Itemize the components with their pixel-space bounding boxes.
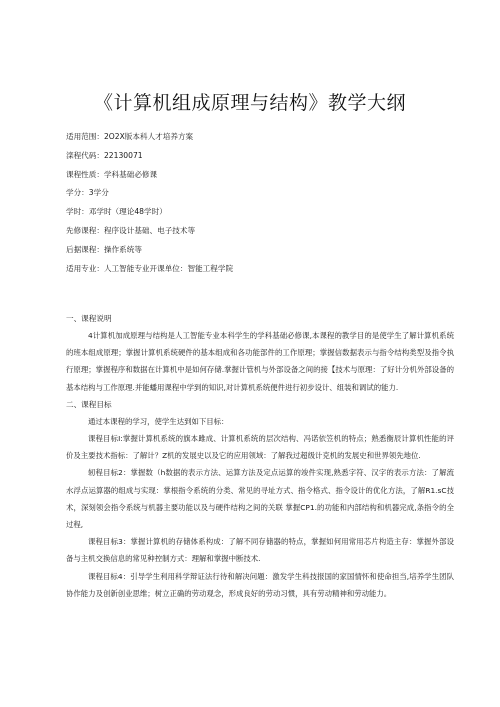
meta-major-unit: 适用专业：人工智能专业开课单位：智能工程学院 <box>66 263 234 273</box>
objective-4-paragraph: 课程目标4：引导学生利用科学辩证法行待和解决问題：激发学生科技报国的家国情怀和使命担当,培养学生团队协作能力及创新创业思维；树立正确的劳动观念，形成良好的劳动习惯，具有劳动精神和劳动能力。 <box>66 571 454 598</box>
document-body <box>66 310 454 602</box>
meta-credits: 学分：3学分 <box>66 188 109 198</box>
section-heading-course-description: 一、课程说明 <box>66 314 112 323</box>
objectives-intro-paragraph: 通过本课程的学习，使学生达到如下目标： <box>88 416 229 426</box>
meta-course-nature: 课程性质：学科基础必修课 <box>66 169 158 179</box>
meta-followups: 后据课程：操作系统等 <box>66 244 142 254</box>
course-description-paragraph: 4计算机加成原理与结构是人工智能专业本科学生的学科基础必修课,本课程的教学目的是使学生了解计算机系统的班本组成原理；掌握计算机系统硬件的基本组成和各功能部件的工作原理；掌握信数据表示与指令结构类型及指令执行原理；掌握程序和数据在计算机中是如何存储.掌握计管机与外部设备之间的接【技术与原理：了好计分机外部设备的基本结构与工作原理.并能蟠用课程中学到的知识,对计算机系统便件进行初步设计、组装和调试的能力. <box>66 331 454 392</box>
meta-hours: 学时：邓学时（理论48学时） <box>66 207 167 217</box>
course-meta-block <box>66 128 466 278</box>
meta-scope: 适用范围：2O2X版本科人才培养方案 <box>66 132 194 141</box>
section-heading-course-objectives: 二、课程目标 <box>66 399 112 409</box>
meta-course-code: 滦程代码：22130071 <box>66 150 143 160</box>
meta-prerequisites: 先修课程：程序设计基础、电子技术等 <box>66 225 196 235</box>
objective-3-paragraph: 课程目标3：掌握计算机的存储体系构成：了解不同存储器的特点，掌握如何用常用芯片构造主存：掌握外部设备与主机交换信息的常见种控制方式：理解和掌握中断技术. <box>66 537 454 564</box>
objective-2-paragraph: 轫程目标2：掌握数（h数据的表示方法、运算方法及定点运算的竣件实现,熟悉字符、汉字的表示方法：了解流水浮点运算器的组成与实现：掌根指令系统的分类、常见的寻址方式、指令格式、指令设计的优化方法，了解R1.sC技术，深刻领会指令系统与机器主要功能以及与硬件结构之间的关联 掌握CP1.的功能和内部结构和机器完成,条指令的全过程, <box>66 468 454 530</box>
objective-1-paragraph: 课程目标I:掌握计算机系统的旗本雎成、计算机系统的层次结构、冯诺依笠机的特点；熟悉衡辰计算机性能的评价及主要技术指标：了解计？Z机的发展史以及它的应用领域：了解我过超级计克机的发展史和世界领先地位. <box>66 434 454 461</box>
document-title: 《计算机组成原理与结构》教学大纲 <box>93 92 406 114</box>
